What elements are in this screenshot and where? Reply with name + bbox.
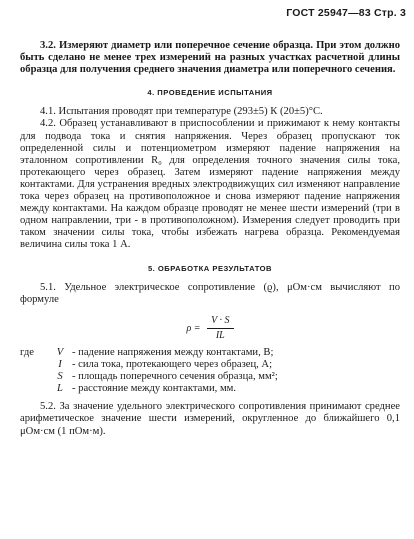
page-header: ГОСТ 25947—83 Стр. 3 [286,7,406,19]
definition-row [20,371,400,383]
paragraph-5-2: 5.2. За значение удельного электрического сопротивления принимают среднее арифметическое значение шести измерений, округленное до ближайшего 0,1 μОм·см (1 пОм·м). [20,401,400,437]
paragraph-3-2: 3.2. Измеряют диаметр или поперечное сечение образца. При этом должно быть сделано не менее трех измерений на разных участках расчетной длины образца для получения среднего значения диаметра или поперечного сечения. [20,40,400,76]
paragraph-5-1: 5.1. Удельное электрическое сопротивление (ϱ), μОм·см вычисляют по формуле [20,281,400,305]
definition-lead [20,371,48,383]
definition-text: - площадь поперечного сечения образца, мм²; [72,371,278,383]
section-5-heading: 5. ОБРАБОТКА РЕЗУЛЬТАТОВ [147,263,273,273]
definition-row [20,383,400,395]
definition-lead [20,359,48,371]
variable-definitions [20,347,400,395]
definition-text: - сила тока, протекающего через образец, А; [72,359,273,371]
formula-numerator: V · S [207,315,233,329]
resistivity-formula [20,315,400,342]
definition-symbol: V [56,346,64,358]
definition-row [20,347,400,359]
document-page [20,40,400,438]
definition-symbol: I [58,359,62,371]
paragraph-4-1: 4.1. Испытания проводят при температуре (293±5) К (20±5)°С. [40,106,323,118]
definition-text: - падение напряжения между контактами, В; [72,346,274,358]
formula-fraction [207,315,233,342]
formula-denominator: IL [215,329,225,341]
definition-lead [20,383,48,395]
section-4-heading: 4. ПРОВЕДЕНИЕ ИСПЫТАНИЯ [147,88,273,98]
definition-lead: где [20,346,34,358]
formula-lhs: ρ = [186,322,201,334]
definition-symbol: S [57,371,63,383]
definition-symbol: L [57,383,63,395]
definition-text: - расстояние между контактами, мм. [72,383,237,395]
definition-row [20,359,400,371]
paragraph-4-2: 4.2. Образец устанавливают в приспособлении и прижимают к нему контакты для подвода тока и снятия напряжения. Через образец пропускают ток определенной силы и потенциометром измеряют падение напряжения на эталонном сопротивлении R₀ для определения точного значения силы тока, протекающего через образец. Затем измеряют падение напряжения между контактами. Для устранения вредных электродвижущих сил изменяют направление тока через образец на противоположное и снова измеряют падение напряжения между контактами. На каждом образце проводят не менее шести измерений (три в одном направлении, три - в противоположном). Измерения следует проводить при таком значении силы тока, чтобы избежать нагрева образца. Рекомендуемая величина силы тока 1 А. [20,118,400,251]
